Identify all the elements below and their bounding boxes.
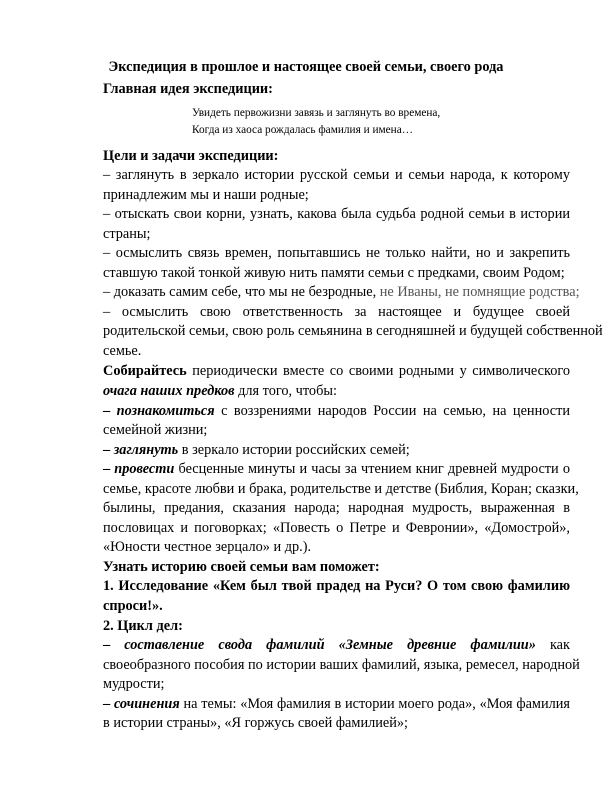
action-3-verb: провести — [114, 461, 175, 477]
helps-heading: Узнать историю своей семьи вам поможет: — [103, 559, 380, 575]
action-3-line-4: пословицах и поговорках; «Повесть о Петре и Февронии», «Домострой», — [103, 520, 570, 536]
goal-5-line-3: семье. — [103, 343, 142, 359]
action-2-text: в зеркало истории российских семей; — [178, 442, 410, 458]
item-2-entry-1-dash: – — [103, 637, 125, 653]
action-2-verb: заглянуть — [113, 442, 179, 458]
action-1-text: с воззрениями народов России на семью, на ценности — [214, 403, 570, 419]
item-2-entry-2-dash: – — [103, 696, 114, 712]
gather-emphasis: Собирайтесь — [103, 363, 187, 379]
item-2-entry-2-line-2: в истории страны», «Я горжусь своей фамилией»; — [103, 715, 409, 731]
goal-3-line-1: – осмыслить связь времен, попытавшись не только найти, но и закрепить — [103, 245, 570, 261]
goal-4-text: – доказать самим себе, что мы не безродные, — [103, 284, 380, 300]
action-3-line-1 — [103, 460, 570, 478]
document-title: Экспедиция в прошлое и настоящее своей семьи, своего рода — [108, 59, 504, 75]
goal-2-line-2: страны; — [103, 226, 151, 242]
gather-text: периодически вместе со своими родными у символического — [186, 363, 570, 379]
item-2-entry-2-line-1 — [103, 695, 570, 713]
item-2-entry-1-text: как — [535, 637, 570, 653]
action-1-line-2: семейной жизни; — [103, 422, 208, 438]
item-2-entry-1-em: составление свода фамилий «Земные древние фамилии» — [124, 637, 536, 653]
item-2-entry-1-line-2: своеобразного пособия по истории ваших фамилий, языка, ремесел, народной — [103, 657, 580, 673]
goals-heading: Цели и задачи экспедиции: — [103, 148, 279, 164]
gather-hearth: очага наших предков — [103, 383, 235, 399]
action-2-dash: – — [103, 442, 114, 458]
goal-1-line-1: – заглянуть в зеркало истории русской семьи и семьи народа, к которому — [103, 167, 570, 183]
goal-1-line-2: принадлежим мы и наши родные; — [103, 187, 309, 203]
action-2-line-1 — [103, 441, 410, 459]
goal-5-line-1: – осмыслить свою ответственность за настоящее и будущее своей — [103, 304, 570, 320]
goal-4-line-1 — [103, 283, 580, 301]
epigraph-line-2: Когда из хаоса рождалась фамилия и имена… — [192, 124, 414, 136]
item-2-entry-1-line-3: мудрости; — [103, 676, 165, 692]
action-1-dash: – — [103, 403, 117, 419]
action-3-line-3: былины, предания, сказания народа; народная мудрость, выраженная в — [103, 500, 570, 516]
gather-tail: для того, чтобы: — [234, 383, 337, 399]
action-3-dash: – — [103, 461, 115, 477]
goal-3-line-2: ставшую такой тонкой живую нить памяти семьи с предками, своим Родом; — [103, 265, 565, 281]
gather-line-2 — [103, 382, 337, 400]
item-2-entry-2-text: на темы: «Моя фамилия в истории моего рода», «Моя фамилия — [179, 696, 570, 712]
item-2-entry-2-em: сочинения — [113, 696, 180, 712]
action-3-text: бесценные минуты и часы за чтением книг древней мудрости о — [174, 461, 570, 477]
action-1-verb: познакомиться — [116, 403, 215, 419]
goal-4-text-grey: не Иваны, не помнящие родства; — [379, 284, 580, 300]
action-3-line-2: семье, красоте любви и брака, родительстве и детстве (Библия, Коран; сказки, — [103, 481, 579, 497]
goal-5-line-2: родительской семьи, свою роль семьянина в сегодняшней и будущей собственной — [103, 323, 603, 339]
item-2-entry-1-line-1 — [103, 636, 570, 654]
item-2-heading: 2. Цикл дел: — [103, 618, 183, 634]
item-1-line-1: 1. Исследование «Кем был твой прадед на Руси? О том свою фамилию — [103, 578, 570, 594]
item-1-line-2: спроси!». — [103, 598, 163, 614]
goal-2-line-1: – отыскать свои корни, узнать, какова была судьба родной семьи в истории — [103, 206, 570, 222]
action-1-line-1 — [103, 402, 570, 420]
epigraph-line-1: Увидеть первожизни завязь и заглянуть во времена, — [192, 107, 441, 119]
main-idea-heading: Главная идея экспедиции: — [103, 81, 273, 97]
action-3-line-5: «Юности честное зерцало» и др.). — [103, 539, 312, 555]
gather-line-1 — [103, 362, 570, 380]
